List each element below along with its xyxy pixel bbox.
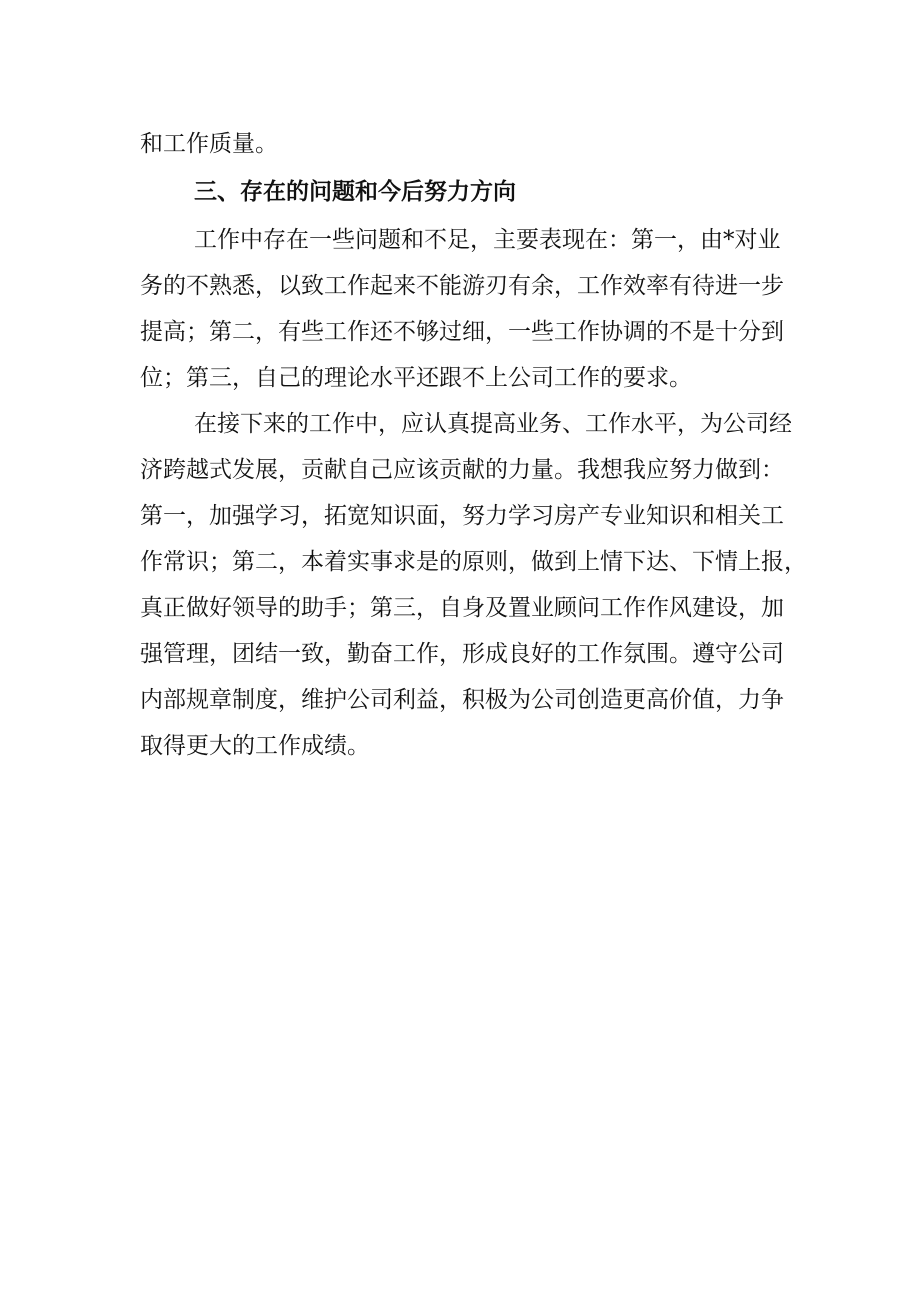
paragraph-problems-line: 务的不熟悉，以致工作起来不能游刃有余，工作效率有待进一步	[140, 273, 784, 299]
paragraph-plans-line: 在接下来的工作中，应认真提高业务、工作水平，为公司经	[194, 411, 792, 437]
paragraph-plans-line: 真正做好领导的助手；第三，自身及置业顾问工作作风建设，加	[140, 595, 784, 621]
paragraph-problems-line: 位；第三，自己的理论水平还跟不上公司工作的要求。	[140, 365, 692, 391]
paragraph-continuation-line: 和工作质量。	[140, 131, 278, 157]
paragraph-plans-line: 内部规章制度，维护公司利益，积极为公司创造更高价值，力争	[140, 687, 784, 713]
paragraph-plans-line: 第一，加强学习，拓宽知识面，努力学习房产专业知识和相关工	[140, 503, 784, 529]
paragraph-plans-line: 强管理，团结一致，勤奋工作，形成良好的工作氛围。遵守公司	[140, 641, 784, 667]
paragraph-plans-line: 济跨越式发展，贡献自己应该贡献的力量。我想我应努力做到：	[140, 457, 784, 483]
paragraph-plans-line: 取得更大的工作成绩。	[140, 733, 370, 759]
paragraph-problems-line: 工作中存在一些问题和不足，主要表现在：第一，由*对业	[194, 227, 781, 253]
section-heading: 三、存在的问题和今后努力方向	[194, 179, 516, 205]
paragraph-plans-line: 作常识；第二，本着实事求是的原则，做到上情下达、下情上报，	[140, 549, 807, 575]
paragraph-problems-line: 提高；第二，有些工作还不够过细，一些工作协调的不是十分到	[140, 319, 784, 345]
